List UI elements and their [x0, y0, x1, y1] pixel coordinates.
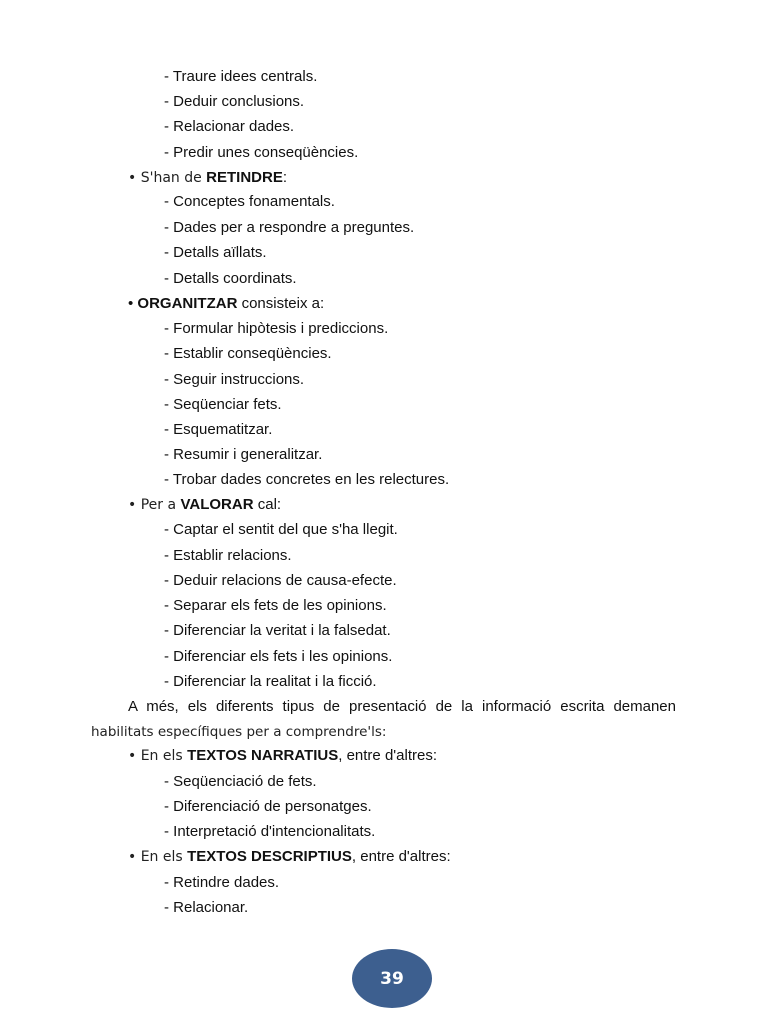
- list-item: - Relacionar dades.: [164, 118, 295, 135]
- list-item: - Esquematitzar.: [164, 421, 273, 438]
- bullet-retindre: • S'han de RETINDRE:: [128, 169, 288, 186]
- list-item: - Diferenciar els fets i les opinions.: [164, 648, 393, 665]
- list-item: - Retindre dades.: [164, 874, 280, 891]
- page-number: 39: [380, 968, 404, 989]
- list-item: - Dades per a respondre a preguntes.: [164, 219, 415, 236]
- list-item: - Deduir conclusions.: [164, 93, 305, 110]
- list-item: - Diferenciació de personatges.: [164, 798, 372, 815]
- list-item: - Deduir relacions de causa-efecte.: [164, 572, 397, 589]
- list-item: - Establir relacions.: [164, 547, 292, 564]
- list-item: - Seguir instruccions.: [164, 371, 305, 388]
- list-item: - Detalls aïllats.: [164, 244, 267, 261]
- list-item: - Resumir i generalitzar.: [164, 446, 323, 463]
- list-item: - Interpretació d'intencionalitats.: [164, 823, 376, 840]
- bullet-textos-narratius: • En els TEXTOS NARRATIUS, entre d'altres:: [128, 747, 437, 764]
- paragraph-line-2: habilitats específiques per a comprendre'ls:: [91, 724, 387, 740]
- list-item: - Predir unes conseqüències.: [164, 144, 359, 161]
- page-number-badge: [352, 949, 432, 1008]
- paragraph-line-1: A més, els diferents tipus de presentació de la informació escrita demanen: [128, 698, 676, 715]
- list-item: - Conceptes fonamentals.: [164, 193, 335, 210]
- list-item: - Traure idees centrals.: [164, 68, 318, 85]
- list-item: - Detalls coordinats.: [164, 270, 297, 287]
- list-item: - Formular hipòtesis i prediccions.: [164, 320, 389, 337]
- list-item: - Trobar dades concretes en les relectures.: [164, 471, 450, 488]
- list-item: - Diferenciar la realitat i la ficció.: [164, 673, 377, 690]
- bullet-organitzar: • ORGANITZAR consisteix a:: [128, 295, 325, 312]
- bullet-valorar: • Per a VALORAR cal:: [128, 496, 282, 513]
- list-item: - Captar el sentit del que s'ha llegit.: [164, 521, 398, 538]
- list-item: - Separar els fets de les opinions.: [164, 597, 387, 614]
- bullet-textos-descriptius: • En els TEXTOS DESCRIPTIUS, entre d'altres:: [128, 848, 451, 865]
- list-item: - Relacionar.: [164, 899, 249, 916]
- list-item: - Seqüenciació de fets.: [164, 773, 317, 790]
- list-item: - Diferenciar la veritat i la falsedat.: [164, 622, 391, 639]
- list-item: - Establir conseqüències.: [164, 345, 332, 362]
- list-item: - Seqüenciar fets.: [164, 396, 282, 413]
